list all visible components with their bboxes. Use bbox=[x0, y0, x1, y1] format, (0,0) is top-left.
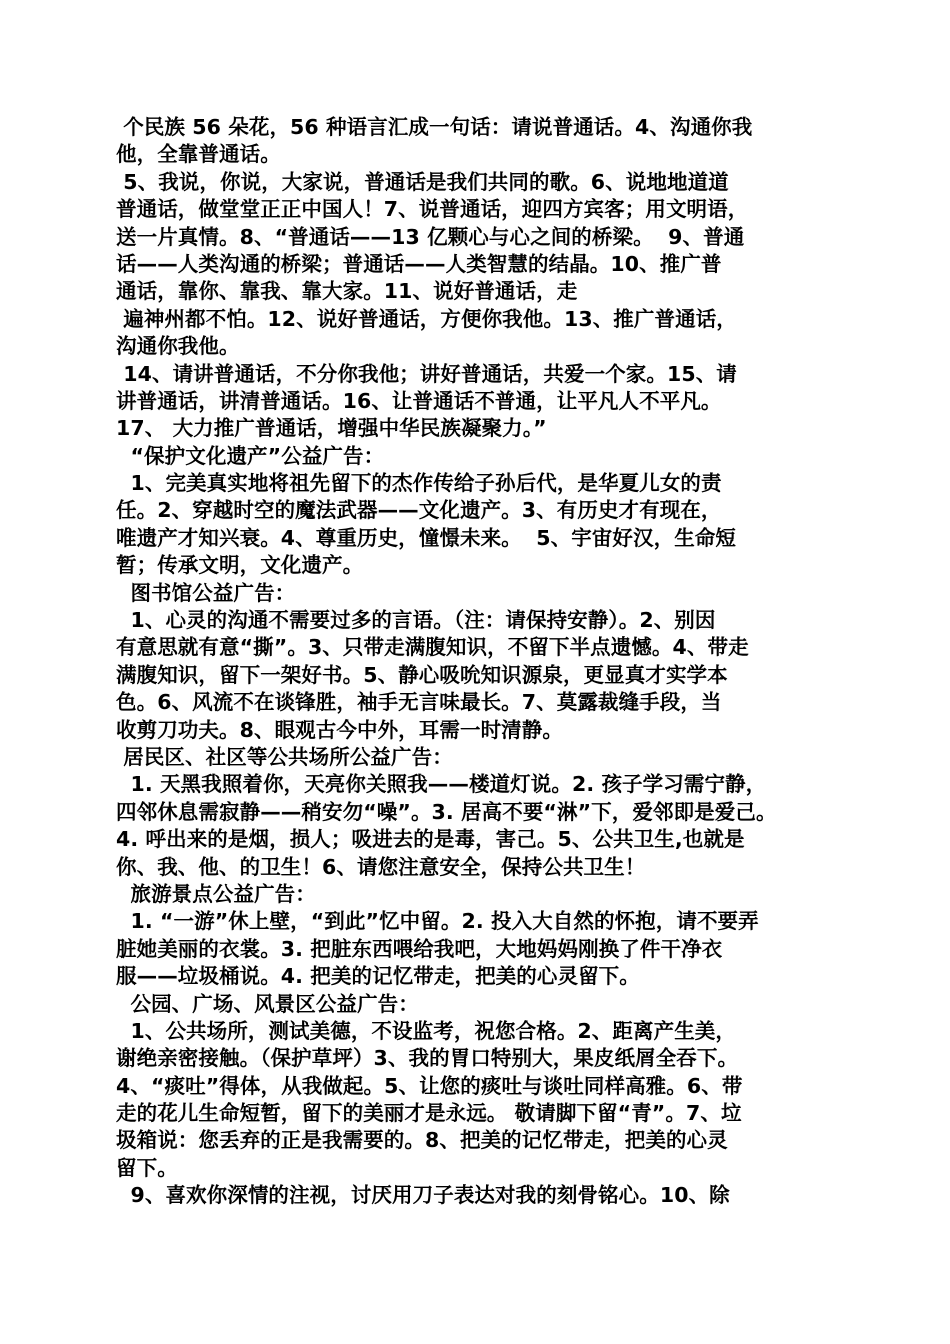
text-line: 有意思就有意“撕”。3、只带走满腹知识，不留下半点遗憾。4、带走 bbox=[116, 635, 749, 660]
text-line: 1、公共场所，测试美德，不设监考，祝您合格。2、距离产生美， bbox=[116, 1018, 736, 1043]
text-line: 17、 大力推广普通话，增强中华民族凝聚力。” bbox=[116, 416, 547, 441]
text-line: 满腹知识，留下一架好书。5、静心吸吮知识源泉，更显真才实学本 bbox=[116, 662, 728, 687]
text-line: 14、请讲普通话，不分你我他；讲好普通话，共爱一个家。15、请 bbox=[116, 361, 737, 386]
text-line: “保护文化遗产”公益广告： bbox=[116, 443, 385, 468]
text-line: 脏她美丽的衣裳。3. 把脏东西喂给我吧，大地妈妈刚换了件干净衣 bbox=[116, 936, 723, 961]
text-line: 个民族 56 朵花，56 种语言汇成一句话：请说普通话。4、沟通你我 bbox=[116, 115, 753, 139]
text-line: 通话，靠你、靠我、靠大家。11、说好普通话，走 bbox=[116, 279, 578, 304]
text-line: 暂；传承文明，文化遗产。 bbox=[116, 553, 364, 578]
text-line: 色。6、风流不在谈锋胜，袖手无言味最长。7、莫露裁缝手段，当 bbox=[116, 690, 722, 715]
text-line: 沟通你我他。 bbox=[116, 334, 240, 359]
text-line: 话——人类沟通的桥梁；普通话——人类智慧的结晶。10、推广普 bbox=[116, 251, 722, 276]
text-line: 居民区、社区等公共场所公益广告： bbox=[116, 744, 453, 769]
text-line: 留下。 bbox=[116, 1155, 178, 1180]
text-line: 图书馆公益广告： bbox=[116, 580, 296, 605]
text-line: 收剪刀功夫。8、眼观古今中外，耳需一时清静。 bbox=[116, 717, 563, 742]
text-line: 任。2、穿越时空的魔法武器——文化遗产。3、有历史才有现在， bbox=[116, 498, 722, 523]
text-line: 讲普通话，讲清普通话。16、让普通话不普通，让平凡人不平凡。 bbox=[116, 388, 722, 413]
text-line: 普通话，做堂堂正正中国人！7、说普通话，迎四方宾客；用文明语， bbox=[116, 197, 749, 222]
text-line: 谢绝亲密接触。（保护草坪）3、我的胃口特别大，果皮纸屑全吞下。 bbox=[116, 1046, 739, 1071]
text-line: 9、喜欢你深情的注视，讨厌用刀子表达对我的刻骨铭心。10、除 bbox=[116, 1183, 730, 1208]
text-line: 服——垃圾桶说。4. 把美的记忆带走，把美的心灵留下。 bbox=[116, 964, 640, 989]
document-body bbox=[116, 114, 846, 1210]
text-line: 旅游景点公益广告： bbox=[116, 881, 316, 906]
text-line: 送一片真情。8、“普通话——13 亿颗心与心之间的桥梁。 9、普通 bbox=[116, 224, 745, 249]
text-line: 4. 呼出来的是烟，损人；吸进去的是毒，害己。5、公共卫生,也就是 bbox=[116, 827, 745, 852]
text-line: 公园、广场、风景区公益广告： bbox=[116, 991, 419, 1016]
text-line: 1、心灵的沟通不需要过多的言语。（注：请保持安静）。2、别因 bbox=[116, 608, 716, 633]
text-line: 你、我、他、的卫生！6、请您注意安全，保持公共卫生！ bbox=[116, 854, 646, 879]
text-line: 走的花儿生命短暂，留下的美丽才是永远。 敬请脚下留“青”。7、垃 bbox=[116, 1101, 742, 1126]
text-line: 唯遗产才知兴衰。4、尊重历史，憧憬未来。 5、宇宙好汉，生命短 bbox=[116, 525, 736, 550]
text-line: 1. 天黑我照着你，天亮你关照我——楼道灯说。2. 孩子学习需宁静， bbox=[116, 772, 767, 797]
text-line: 1、完美真实地将祖先留下的杰作传给子孙后代，是华夏儿女的责 bbox=[116, 471, 722, 496]
text-line: 4、“痰吐”得体，从我做起。5、让您的痰吐与谈吐同样高雅。6、带 bbox=[116, 1073, 743, 1098]
text-line: 四邻休息需寂静——稍安勿“噪”。3. 居高不要“淋”下，爱邻即是爱己。 bbox=[116, 799, 777, 824]
text-line: 1. “一游”休上壁，“到此”忆中留。2. 投入大自然的怀抱，请不要弄 bbox=[116, 909, 759, 934]
text-line: 他，全靠普通话。 bbox=[116, 142, 281, 167]
text-line: 5、我说，你说，大家说，普通话是我们共同的歌。6、说地地道道 bbox=[116, 169, 729, 194]
text-line: 遍神州都不怕。12、说好普通话，方便你我他。13、推广普通话， bbox=[116, 306, 737, 331]
text-line: 圾箱说：您丢弃的正是我需要的。8、把美的记忆带走，把美的心灵 bbox=[116, 1128, 728, 1153]
